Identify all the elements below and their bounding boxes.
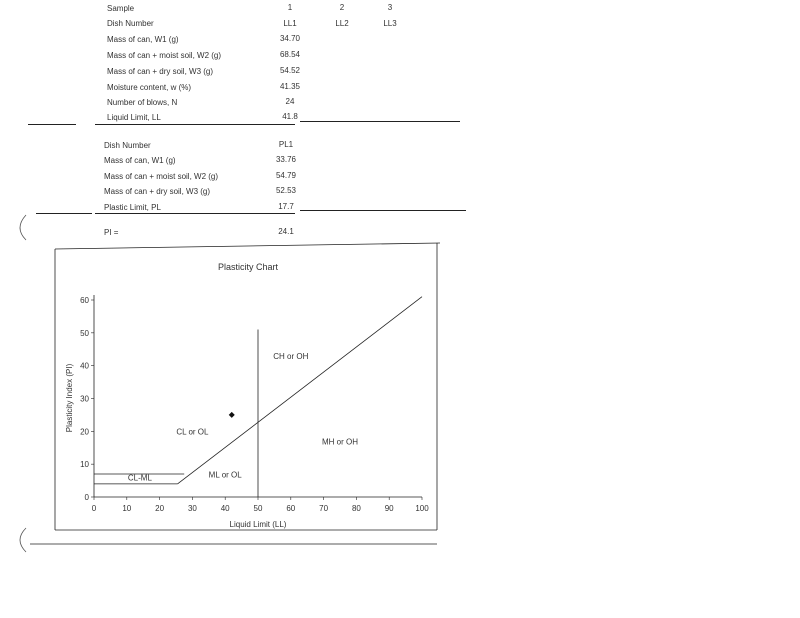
y-tick-label: 50 [80, 328, 89, 338]
x-tick-label: 40 [220, 504, 230, 513]
liquid-limit-value: 41.8 [282, 112, 298, 121]
x-tick-label: 0 [91, 504, 97, 513]
x-tick-label: 100 [415, 504, 429, 513]
region-label: CL or OL [176, 427, 209, 437]
region-label: MH or OH [322, 437, 358, 447]
region-label: CH or OH [273, 352, 309, 362]
dish-ll2: LL2 [335, 19, 349, 28]
ll-row-label: Mass of can, W1 (g) [107, 35, 179, 44]
y-tick-label: 20 [80, 427, 89, 437]
x-axis-label: Liquid Limit (LL) [229, 520, 287, 529]
pl-row-value: 33.76 [275, 155, 297, 164]
sample-number-3: 3 [387, 3, 393, 12]
pi-label: PI = [104, 228, 119, 237]
dish-ll3: LL3 [383, 19, 397, 28]
y-tick-label: 30 [80, 394, 89, 404]
plastic-limit-label: Plastic Limit, PL [104, 203, 161, 212]
x-tick-label: 50 [253, 504, 263, 513]
x-tick-label: 10 [122, 504, 132, 513]
chart-frame-top [55, 243, 440, 249]
pl-row-label: Mass of can + moist soil, W2 (g) [104, 172, 219, 181]
ll-row-value: 34.70 [279, 34, 301, 43]
a-line [178, 297, 422, 484]
liquid-limit-label: Liquid Limit, LL [107, 113, 161, 122]
sample-number-2: 2 [339, 3, 345, 12]
dish-pl1: PL1 [278, 140, 294, 149]
plot-area [80, 295, 429, 513]
ll-row-label: Number of blows, N [107, 98, 178, 107]
chart-title: Plasticity Chart [217, 262, 279, 272]
ll-row-value: 68.54 [279, 50, 301, 59]
x-tick-label: 30 [187, 504, 197, 513]
pl-row-label: Mass of can + dry soil, W3 (g) [104, 187, 211, 196]
plastic-limit-value: 17.7 [278, 202, 294, 211]
x-tick-label: 20 [155, 504, 165, 513]
pl-row-value: 54.79 [275, 171, 297, 180]
ll-row-label: Mass of can + moist soil, W2 (g) [107, 51, 222, 60]
y-tick-label: 10 [80, 460, 89, 470]
y-tick-label: 40 [80, 361, 89, 371]
ll-row-value: 24 [285, 97, 295, 106]
region-label: CL-ML [127, 473, 152, 483]
bracket-mark [20, 528, 26, 552]
pi-value: 24.1 [278, 227, 294, 236]
dish-number-label: Dish Number [107, 19, 154, 28]
sample-number-1: 1 [287, 3, 293, 12]
ll-row-label: Mass of can + dry soil, W3 (g) [107, 67, 214, 76]
data-point [229, 412, 235, 418]
ll-row-value: 54.52 [279, 66, 301, 75]
y-tick-label: 0 [84, 493, 89, 502]
x-tick-label: 60 [286, 504, 296, 513]
dish-ll1: LL1 [283, 19, 297, 28]
pl-row-label: Mass of can, W1 (g) [104, 156, 176, 165]
ll-row-value: 41.35 [279, 82, 301, 91]
y-tick-label: 60 [80, 296, 89, 305]
ll-row-label: Moisture content, w (%) [107, 83, 192, 92]
x-tick-label: 70 [319, 504, 329, 513]
region-label: ML or OL [208, 470, 242, 480]
pl-dish-number-label: Dish Number [104, 141, 151, 150]
sample-label: Sample [107, 4, 135, 13]
y-axis-label: Plasticity Index (PI) [65, 363, 74, 433]
pl-row-value: 52.53 [275, 186, 297, 195]
x-tick-label: 80 [351, 504, 361, 513]
x-tick-label: 90 [384, 504, 394, 513]
bracket-mark [20, 215, 26, 240]
